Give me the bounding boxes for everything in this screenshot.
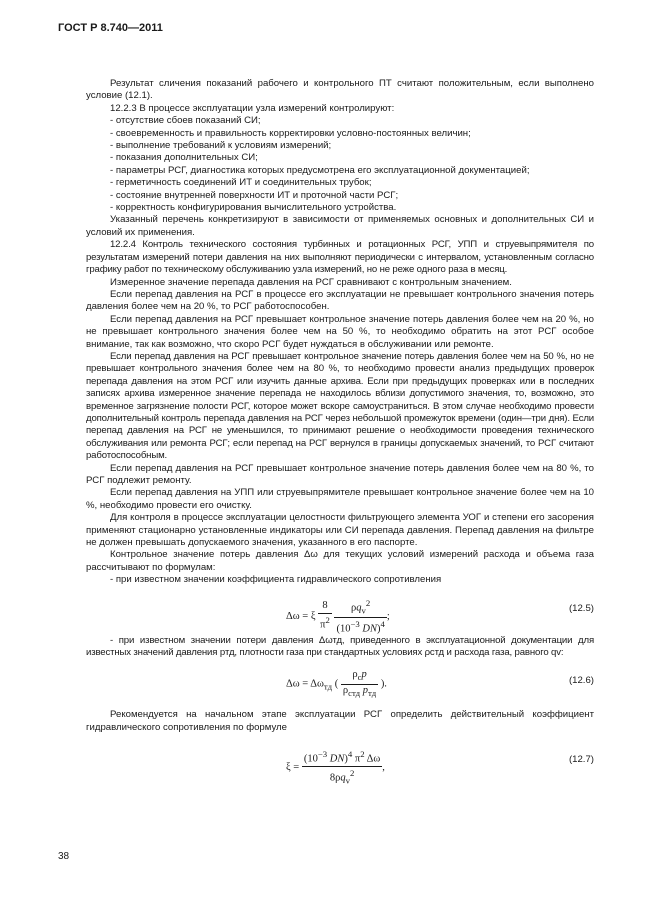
paragraph: Если перепад давления на РСГ превышает контрольное значение потерь давления более чем на 80 %, то РСГ подлежит ремонту. (86, 462, 594, 486)
formula-expression: Δω = ξ $\frac{8}{\pi^2}$ $\frac{\rho q_v^2}{(10^{-3} DN)^4}$ ; (286, 597, 390, 635)
formula-12-7 (86, 742, 594, 786)
paragraph: - при известном значении потери давления Δωтд, приведенного в эксплуатационной документации для известных значений давления pтд, плотности газа при стандартных условиях ρстд и расхода газа, равного qv: (86, 634, 594, 659)
list-item: - отсутствие сбоев показаний СИ; (110, 115, 261, 127)
paragraph: Контрольное значение потерь давления Δω для текущих условий измерений расхода и объема газа рассчитывают по формулам: (86, 549, 594, 573)
formula-number: (12.5) (568, 602, 594, 614)
paragraph: Измеренное значение перепада давления на РСГ сравнивают с контрольным значением. (110, 276, 512, 288)
paragraph: Если перепад давления на РСГ превышает контрольное значение потерь давления более чем на 20 %, но не превышает контрольного значения более чем на 50 %, то необходимо обратить на этот РСГ особое внимание, так как возможно, что скоро РСГ будет нуждаться в обслуживании или ремонте. (86, 313, 594, 350)
formula-expression: $\Delta\omega = \Delta\omega_{тд}$ ( $\frac{\rho_cp}{\rho_{стд} p_{тд}}$ ). (286, 669, 387, 699)
page-number: 38 (58, 851, 70, 862)
formula-12-5 (86, 591, 594, 635)
clause-12-2-4: 12.2.4 Контроль технического состояния турбинных и ротационных РСГ, УПП и струевыпрямителя по результатам измерений потери давления на них выполняют периодически с интервалом, установленным согласно графику работ по техническому обслуживанию узла измерений, но не реже одного раза в месяц. (86, 239, 594, 276)
list-item: - состояние внутренней поверхности ИТ и проточной части РСГ; (110, 189, 399, 201)
formula-number: (12.7) (568, 754, 594, 766)
list-item: - показания дополнительных СИ; (110, 152, 258, 164)
standard-header: ГОСТ Р 8.740—2011 (58, 22, 163, 34)
list-item: - корректность конфигурирования вычислительного устройства. (110, 202, 397, 214)
list-item: - своевременность и правильность корректировки условно-постоянных величин; (110, 127, 471, 139)
formula-number: (12.6) (568, 675, 594, 687)
paragraph: Если перепад давления на РСГ превышает контрольное значение потерь давления более чем на 50 %, но не превышает контрольного значения более чем на 80 %, то необходимо провести анализ предыдущих проверок перепада давления на этом РСГ или изучить данные архива. Если при предыдущих проверках или в последних записях архива измеренное значение перепада не находилось вблизи допустимого значения, то, возможно, это временное загрязнение полости РСГ, которое может вскоре самоустраниться. В этом случае необходимо провести дополнительный контроль перепада давления на РСГ через небольшой промежуток времени (один—три дня). Если перепад давления на РСГ не уменьшился, то принимают решение о необходимости проведения технического обслуживания или ремонта РСГ; если перепад на РСГ вернулся в границы допускаемых значений, то РСГ считают работоспособным. (86, 350, 594, 462)
clause-12-2-3: 12.2.3 В процессе эксплуатации узла измерений контролируют: (110, 102, 395, 114)
paragraph: Если перепад давления на УПП или струевыпрямителе превышает контрольное значение более чем на 10 %, необходимо провести его очистку. (86, 487, 594, 511)
paragraph: - при известном значении коэффициента гидравлического сопротивления (110, 574, 442, 586)
page-body (86, 78, 594, 786)
paragraph: Для контроля в процессе эксплуатации целостности фильтрующего элемента УОГ и степени его засорения применяют стационарно установленные индикаторы или СИ перепада давления. Перепад давления на фильтре не должен превышать допускаемого значения, указанного в его паспорте. (86, 512, 594, 549)
paragraph: Если перепад давления на РСГ в процессе его эксплуатации не превышает контрольного значения потерь давления более чем на 20 %, то РСГ работоспособен. (86, 288, 594, 313)
list-item: - параметры РСГ, диагностика которых предусмотрена его эксплуатационной документацией; (110, 164, 530, 176)
formula-12-6 (86, 663, 594, 703)
paragraph: Рекомендуется на начальном этапе эксплуатации РСГ определить действительный коэффициент гидравлического сопротивления по формуле (86, 709, 594, 733)
paragraph: Указанный перечень конкретизируют в зависимости от применяемых основных и дополнительных СИ и условий их применения. (86, 214, 594, 238)
paragraph: Результат сличения показаний рабочего и контрольного ПТ считают положительным, если выполнено условие (12.1). (86, 78, 594, 102)
list-item: - герметичность соединений ИТ и соединительных трубок; (110, 177, 372, 189)
formula-expression: ξ = $\frac{(10^{-3} DN)^4 \pi^2 \Delta\omega}{8\rho q_v^2}$ , (286, 749, 385, 786)
list-item: - выполнение требований к условиям измерений; (110, 140, 332, 152)
